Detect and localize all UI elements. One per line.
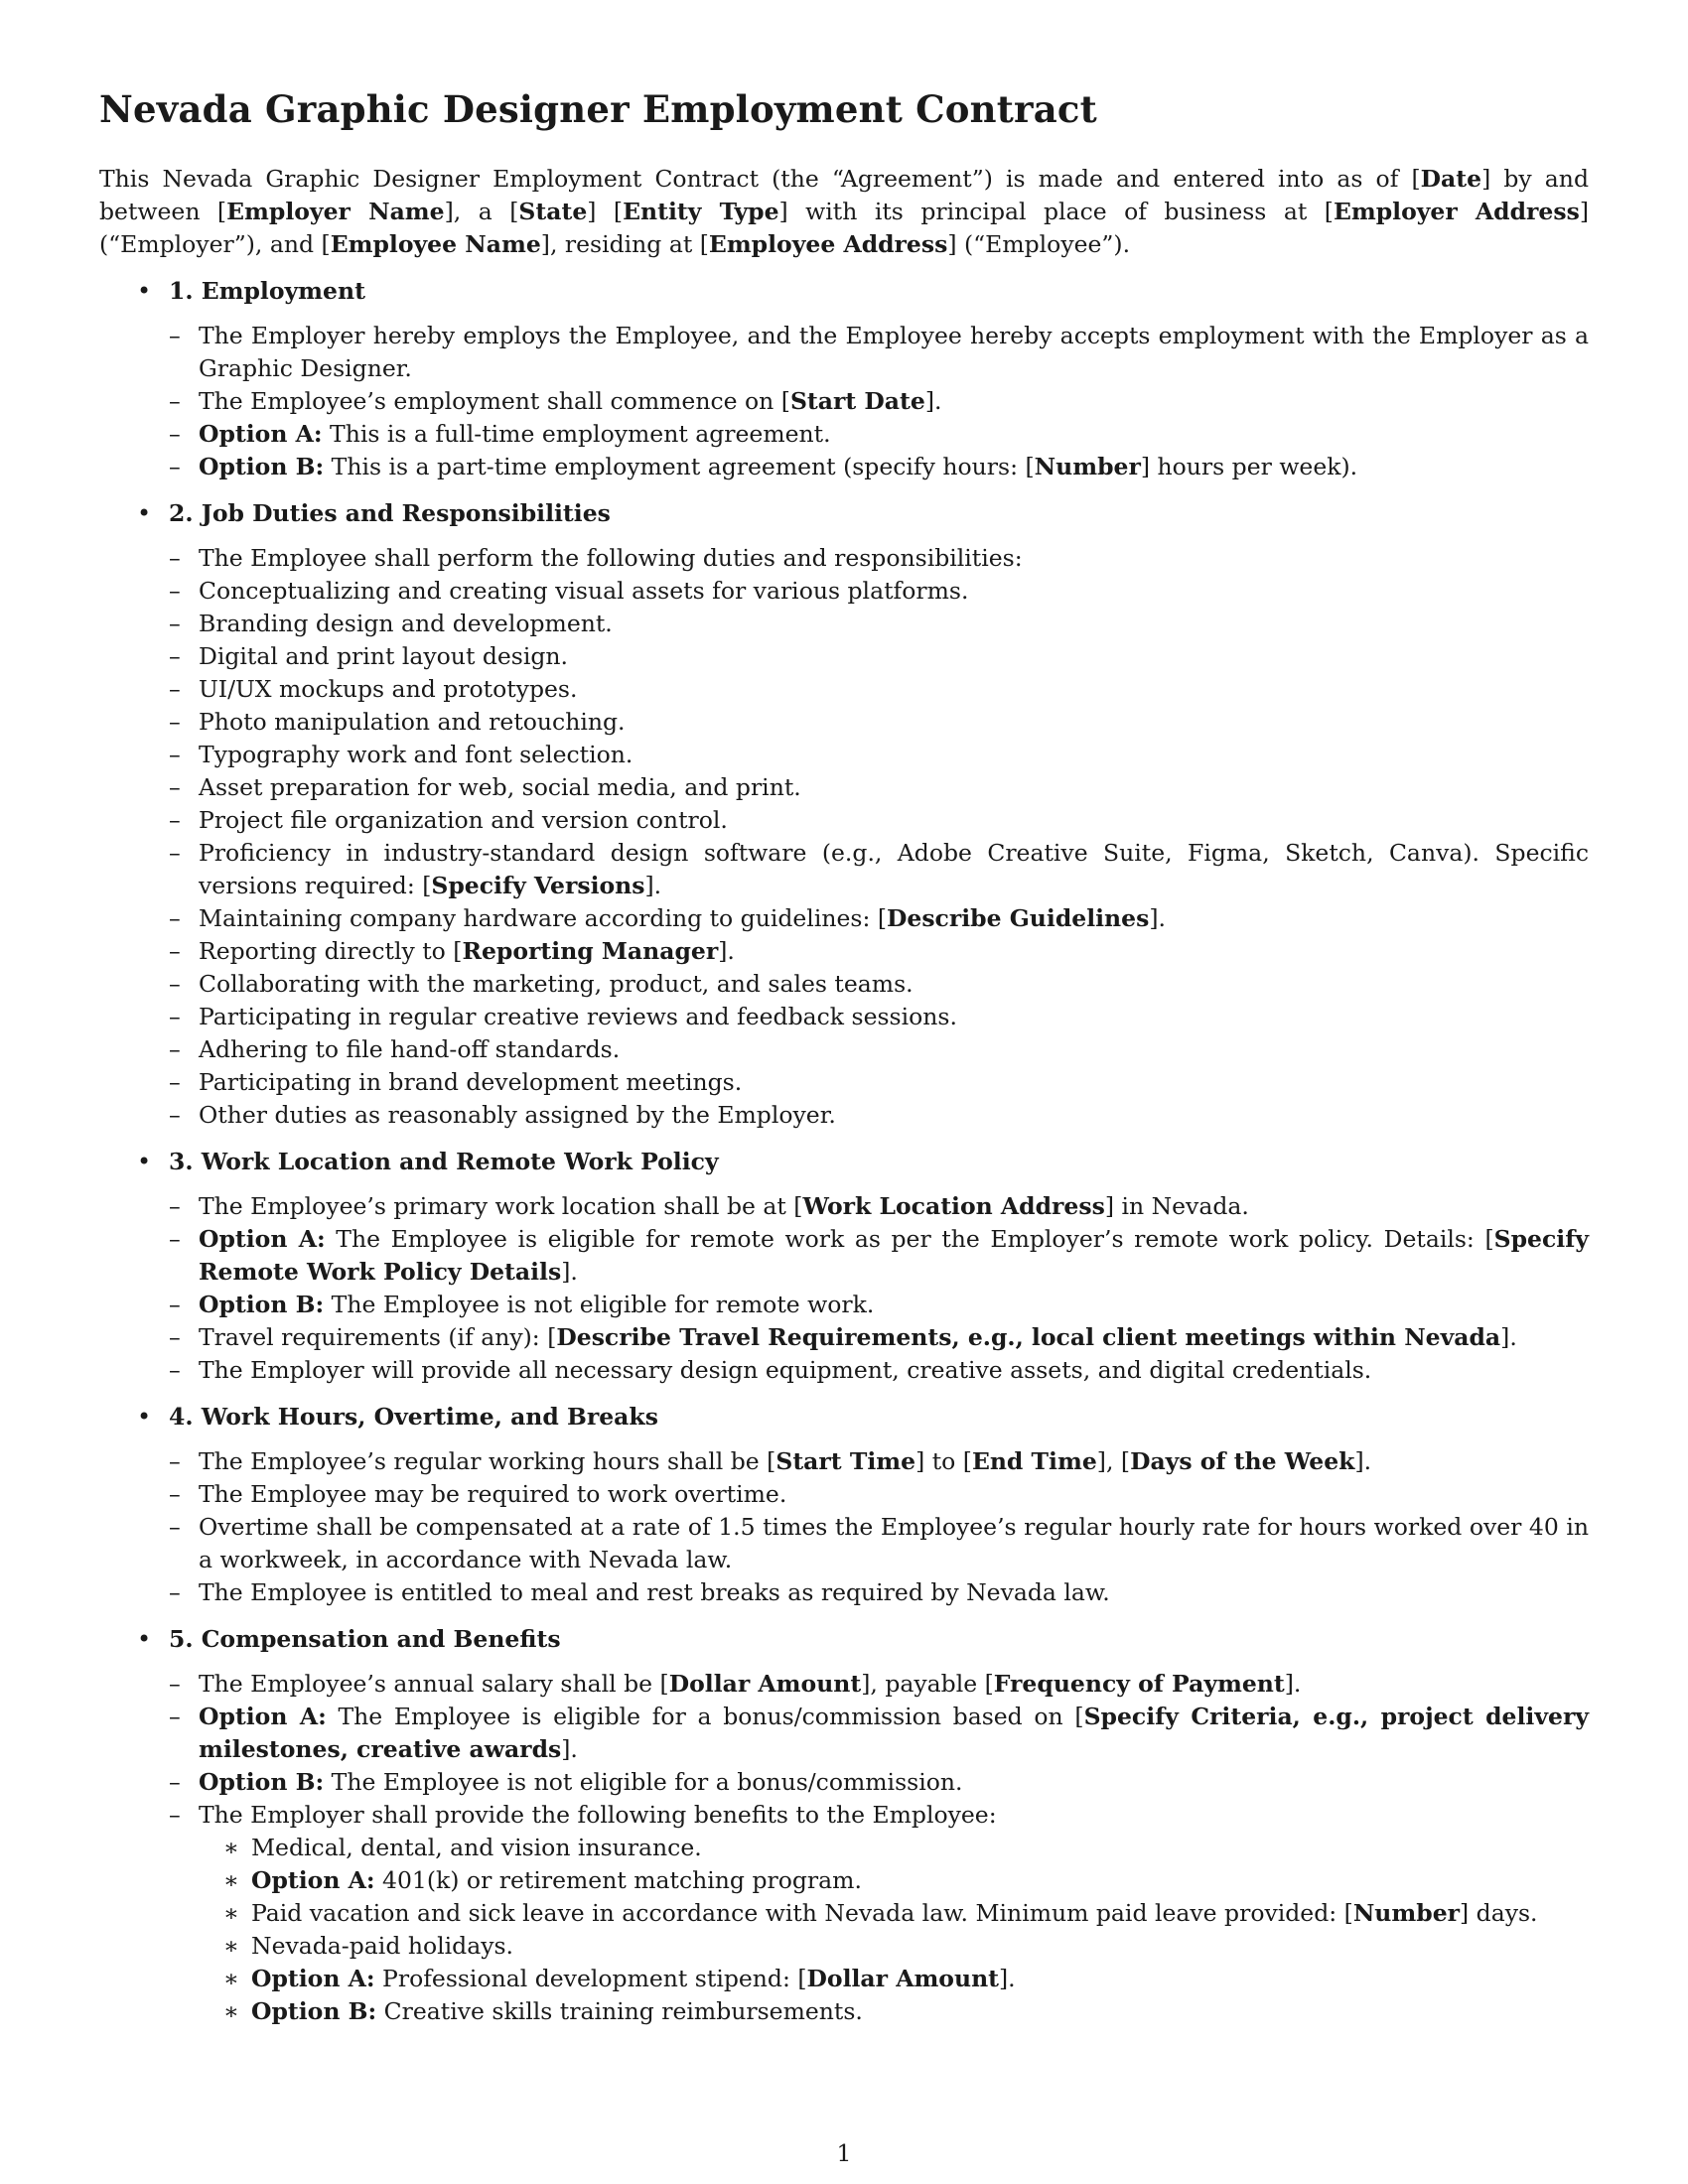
list-item: [139, 968, 1589, 1001]
list-item: [139, 575, 1589, 608]
placeholder-field: Dollar Amount: [668, 1670, 862, 1698]
text-run: Proficiency in industry-standard design software (e.g., Adobe Creative Suite, Figma, Sketch, Canva). Specific versions required: [: [199, 839, 1589, 899]
placeholder-field: Work Location Address: [802, 1192, 1105, 1220]
list-item: [139, 1321, 1589, 1354]
text-run: Reporting directly to [: [199, 937, 463, 965]
text-run: Conceptualizing and creating visual assets for various platforms.: [199, 577, 969, 605]
text-run: The Employee’s employment shall commence on [: [199, 387, 790, 415]
text-run: The Employee shall perform the following duties and responsibilities:: [199, 544, 1023, 572]
placeholder-field: Specify Versions: [431, 872, 645, 899]
placeholder-field: Dollar Amount: [806, 1965, 1000, 1992]
text-run: ] hours per week).: [1140, 453, 1358, 480]
section-1: [99, 275, 1589, 483]
text-run: This is a part-time employment agreement (specify hours: [: [324, 453, 1035, 480]
list-item: [139, 706, 1589, 739]
intro-paragraph: [99, 163, 1589, 261]
text-run: ].: [1284, 1670, 1302, 1698]
text-run: ] (“Employee”).: [947, 230, 1131, 258]
placeholder-field: Describe Travel Requirements, e.g., local client meetings within Nevada: [556, 1323, 1501, 1351]
placeholder-field: Days of the Week: [1130, 1447, 1355, 1475]
sub-list-item: [199, 1897, 1589, 1930]
sub-list-item: [199, 1995, 1589, 2028]
text-run: The Employer hereby employs the Employee, and the Employee hereby accepts employment with the Employer as a Graphic Designer.: [199, 322, 1589, 382]
text-run: Creative skills training reimbursements.: [376, 1997, 863, 2025]
list-item: [139, 1354, 1589, 1387]
text-run: The Employee’s regular working hours shall be [: [199, 1447, 776, 1475]
list-item: [139, 418, 1589, 451]
placeholder-field: Option A:: [199, 420, 323, 448]
text-run: ].: [561, 1258, 578, 1286]
list-item: [139, 640, 1589, 673]
list-item: [139, 608, 1589, 640]
section-3: [99, 1146, 1589, 1387]
sub-list-item: [199, 1864, 1589, 1897]
text-run: ] in Nevada.: [1104, 1192, 1249, 1220]
text-run: ] (“Employer”), and [: [99, 198, 1589, 258]
text-run: ], a [: [444, 198, 519, 225]
list-item: [139, 1445, 1589, 1478]
text-run: Collaborating with the marketing, product, and sales teams.: [199, 970, 914, 998]
text-run: ].: [999, 1965, 1016, 1992]
list-item: [139, 1289, 1589, 1321]
list-item: [139, 1190, 1589, 1223]
text-run: UI/UX mockups and prototypes.: [199, 675, 578, 703]
placeholder-field: Option A:: [199, 1703, 327, 1730]
section-4: [99, 1401, 1589, 1609]
text-run: Other duties as reasonably assigned by the Employer.: [199, 1101, 836, 1129]
section-items: [169, 1190, 1589, 1387]
text-run: The Employer shall provide the following benefits to the Employee:: [199, 1801, 997, 1829]
placeholder-field: Start Date: [789, 387, 925, 415]
list-item: [139, 1766, 1589, 1799]
placeholder-field: Number: [1034, 453, 1141, 480]
section-items: [169, 542, 1589, 1132]
list-item: [139, 451, 1589, 483]
list-item: [139, 739, 1589, 771]
list-item: [139, 1099, 1589, 1132]
section-title: • 1. Employment: [169, 277, 365, 305]
placeholder-field: Describe Guidelines: [887, 904, 1150, 932]
list-item: [139, 673, 1589, 706]
list-item: [139, 935, 1589, 968]
text-run: ] with its principal place of business at [: [778, 198, 1334, 225]
text-run: ] days.: [1460, 1899, 1538, 1927]
text-run: ], payable [: [861, 1670, 994, 1698]
section-items: [169, 1668, 1589, 2028]
placeholder-field: Employer Address: [1333, 198, 1580, 225]
text-run: The Employee may be required to work overtime.: [199, 1480, 787, 1508]
placeholder-field: Frequency of Payment: [993, 1670, 1285, 1698]
section-title: • 2. Job Duties and Responsibilities: [169, 499, 611, 527]
placeholder-field: Specify Remote Work Policy Details: [199, 1225, 1589, 1286]
text-run: Typography work and font selection.: [199, 741, 633, 768]
benefits-sublist: [199, 1832, 1589, 2028]
section-5: [99, 1623, 1589, 2028]
text-run: Medical, dental, and vision insurance.: [251, 1834, 702, 1861]
text-run: ] [: [587, 198, 624, 225]
list-item: [139, 320, 1589, 385]
list-item: [139, 1511, 1589, 1576]
text-run: This is a full-time employment agreement.: [322, 420, 831, 448]
text-run: The Employee’s primary work location shall be at [: [199, 1192, 803, 1220]
placeholder-field: Number: [1352, 1899, 1461, 1927]
text-run: Participating in brand development meetings.: [199, 1068, 743, 1096]
text-run: ], residing at [: [540, 230, 709, 258]
text-run: Participating in regular creative reviews and feedback sessions.: [199, 1003, 957, 1030]
placeholder-field: Option A:: [251, 1866, 375, 1894]
list-item: [139, 542, 1589, 575]
text-run: Project file organization and version control.: [199, 806, 728, 834]
placeholder-field: End Time: [971, 1447, 1097, 1475]
text-run: ].: [1149, 904, 1166, 932]
sub-list-item: [199, 1963, 1589, 1995]
list-item: [139, 902, 1589, 935]
placeholder-field: Option B:: [199, 1768, 325, 1796]
text-run: ].: [718, 937, 735, 965]
text-run: Asset preparation for web, social media, and print.: [199, 773, 801, 801]
list-item: [139, 1066, 1589, 1099]
placeholder-field: Start Time: [775, 1447, 916, 1475]
text-run: Nevada-paid holidays.: [251, 1932, 514, 1960]
page-number: 1: [836, 2139, 852, 2167]
section-title: • 4. Work Hours, Overtime, and Breaks: [169, 1403, 658, 1431]
list-item: [139, 1701, 1589, 1766]
placeholder-field: Entity Type: [623, 198, 779, 225]
text-run: ].: [1500, 1323, 1517, 1351]
document-page: [99, 87, 1589, 2028]
text-run: ].: [561, 1735, 578, 1763]
text-run: Branding design and development.: [199, 610, 613, 637]
placeholder-field: Option B:: [199, 453, 325, 480]
section-title: • 5. Compensation and Benefits: [169, 1625, 561, 1653]
sub-list-item: [199, 1930, 1589, 1963]
text-run: Paid vacation and sick leave in accordance with Nevada law. Minimum paid leave provided: [: [251, 1899, 1353, 1927]
section-items: [169, 320, 1589, 483]
list-item: [139, 1001, 1589, 1033]
text-run: The Employee’s annual salary shall be [: [199, 1670, 669, 1698]
text-run: Overtime shall be compensated at a rate of 1.5 times the Employee’s regular hourly rate for hours worked over 40 in a workweek, in accordance with Nevada law.: [199, 1513, 1589, 1573]
placeholder-field: Employer Name: [226, 198, 445, 225]
text-run: The Employee is not eligible for remote work.: [324, 1291, 875, 1318]
placeholder-field: Option B:: [251, 1997, 377, 2025]
text-run: The Employer will provide all necessary design equipment, creative assets, and digital credentials.: [199, 1356, 1372, 1384]
list-item: [139, 1478, 1589, 1511]
sections-list: [99, 275, 1589, 2028]
text-run: Adhering to file hand-off standards.: [199, 1035, 621, 1063]
text-run: ].: [1354, 1447, 1372, 1475]
section-title: • 3. Work Location and Remote Work Policy: [169, 1148, 719, 1175]
placeholder-field: Employee Name: [330, 230, 541, 258]
text-run: The Employee is eligible for a bonus/commission based on [: [326, 1703, 1084, 1730]
list-item: [139, 1033, 1589, 1066]
text-run: Maintaining company hardware according to guidelines: [: [199, 904, 887, 932]
text-run: The Employee is eligible for remote work as per the Employer’s remote work policy. Details: [: [325, 1225, 1494, 1253]
list-item: [139, 837, 1589, 902]
list-item: [139, 804, 1589, 837]
text-run: Professional development stipend: [: [374, 1965, 807, 1992]
text-run: Photo manipulation and retouching.: [199, 708, 626, 736]
text-run: This Nevada Graphic Designer Employment Contract (the “Agreement”) is made and entered into as of [: [99, 165, 1421, 193]
section-2: [99, 497, 1589, 1132]
placeholder-field: Reporting Manager: [462, 937, 719, 965]
list-item: [139, 1799, 1589, 2028]
placeholder-field: Option A:: [251, 1965, 375, 1992]
text-run: ].: [644, 872, 662, 899]
placeholder-field: Option B:: [199, 1291, 325, 1318]
text-run: Travel requirements (if any): [: [199, 1323, 557, 1351]
text-run: ], [: [1096, 1447, 1131, 1475]
text-run: The Employee is entitled to meal and rest breaks as required by Nevada law.: [199, 1578, 1110, 1606]
list-item: [139, 771, 1589, 804]
list-item: [139, 1223, 1589, 1289]
list-item: [139, 1576, 1589, 1609]
text-run: The Employee is not eligible for a bonus/commission.: [324, 1768, 963, 1796]
text-run: Digital and print layout design.: [199, 642, 569, 670]
placeholder-field: Option A:: [199, 1225, 326, 1253]
list-item: [139, 1668, 1589, 1701]
placeholder-field: Date: [1420, 165, 1482, 193]
placeholder-field: Specify Criteria, e.g., project delivery milestones, creative awards: [199, 1703, 1589, 1763]
text-run: ].: [924, 387, 942, 415]
text-run: ] to [: [915, 1447, 972, 1475]
sub-list-item: [199, 1832, 1589, 1864]
placeholder-field: Employee Address: [708, 230, 948, 258]
text-run: 401(k) or retirement matching program.: [374, 1866, 862, 1894]
text-run: ] by and between [: [99, 165, 1589, 225]
list-item: [139, 385, 1589, 418]
placeholder-field: State: [518, 198, 588, 225]
document-title: Nevada Graphic Designer Employment Contract: [99, 87, 1097, 131]
section-items: [169, 1445, 1589, 1609]
